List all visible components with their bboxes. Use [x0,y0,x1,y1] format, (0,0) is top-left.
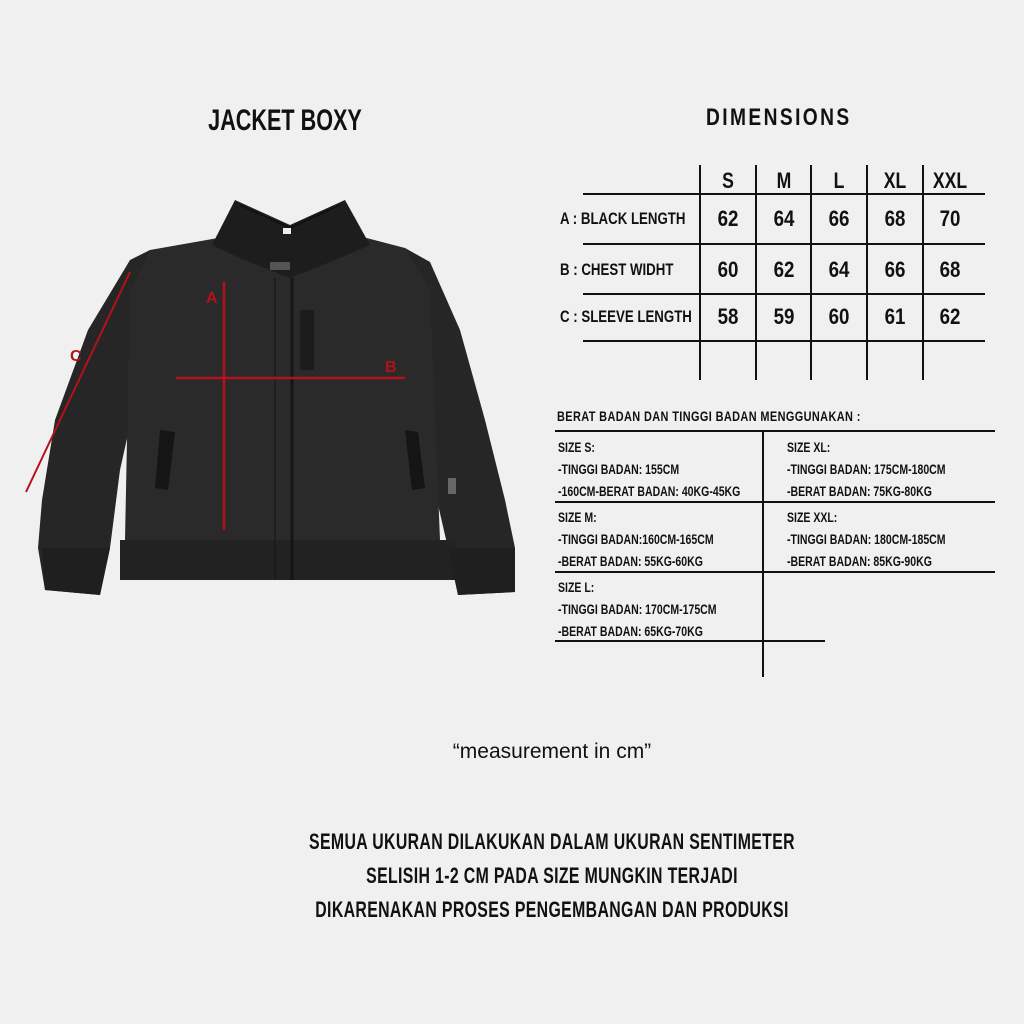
size-m-weight: -BERAT BADAN: 55KG-60KG [558,554,703,569]
size-xl-title: SIZE XL: [787,440,831,455]
guide-rule [762,430,764,677]
table-cell: 58 [717,304,739,329]
table-rule [810,165,812,380]
size-xl-height: -TINGGI BADAN: 175CM-180CM [787,462,946,477]
table-cell: 66 [828,206,850,231]
size-l-title: SIZE L: [558,580,595,595]
table-cell: 59 [773,304,795,329]
table-cell: 68 [939,257,961,282]
row-label: A : BLACK LENGTH [560,209,686,228]
size-s-title: SIZE S: [558,440,595,455]
table-cell: 62 [717,206,739,231]
table-cell: 61 [884,304,906,329]
jacket-image [38,200,515,595]
measurement-note: “measurement in cm” [452,740,652,763]
measure-label-c: C [70,348,82,365]
table-cell: 70 [939,206,961,231]
footer-line-2: SELISIH 1-2 CM PADA SIZE MUNGKIN TERJADI [366,863,738,888]
table-cell: 62 [773,257,795,282]
table-rule [922,165,924,380]
size-header: M [776,168,792,193]
table-cell: 62 [939,304,961,329]
table-cell: 60 [828,304,850,329]
size-header: L [833,168,845,193]
size-s-height: -TINGGI BADAN: 155CM [558,462,680,477]
guide-rule [555,430,995,432]
weight-guide-heading: BERAT BADAN DAN TINGGI BADAN MENGGUNAKAN : [557,408,861,424]
table-rule [583,243,985,245]
footer-line-1: SEMUA UKURAN DILAKUKAN DALAM UKURAN SENTIMETER [309,829,795,854]
size-s-weight: -160CM-BERAT BADAN: 40KG-45KG [558,484,741,499]
size-header: XXL [932,168,968,193]
table-rule [866,165,868,380]
guide-rule [555,640,825,642]
table-rule [755,165,757,380]
table-cell: 60 [717,257,739,282]
guide-rule [555,501,995,503]
jacket-diagram [0,0,560,680]
row-label: C : SLEEVE LENGTH [560,307,692,326]
size-xxl-weight: -BERAT BADAN: 85KG-90KG [787,554,932,569]
measure-label-b: B [385,359,397,376]
size-xxl-height: -TINGGI BADAN: 180CM-185CM [787,532,946,547]
size-xxl-title: SIZE XXL: [787,510,838,525]
size-header: XL [883,168,907,193]
guide-rule [555,571,995,573]
table-rule [583,340,985,342]
table-cell: 68 [884,206,906,231]
size-m-height: -TINGGI BADAN:160CM-165CM [558,532,714,547]
table-rule [583,293,985,295]
table-rule [699,165,701,380]
size-m-title: SIZE M: [558,510,597,525]
dimensions-title: DIMENSIONS [706,104,852,131]
footer-line-3: DIKARENAKAN PROSES PENGEMBANGAN DAN PRODUKSI [315,897,789,922]
product-title: JACKET BOXY [208,104,362,137]
size-l-height: -TINGGI BADAN: 170CM-175CM [558,602,717,617]
row-label: B : CHEST WIDHT [560,260,674,279]
measure-label-a: A [206,290,218,307]
table-cell: 64 [828,257,850,282]
size-header: S [722,168,734,193]
table-cell: 66 [884,257,906,282]
table-cell: 64 [773,206,795,231]
size-l-weight: -BERAT BADAN: 65KG-70KG [558,624,703,639]
size-xl-weight: -BERAT BADAN: 75KG-80KG [787,484,932,499]
